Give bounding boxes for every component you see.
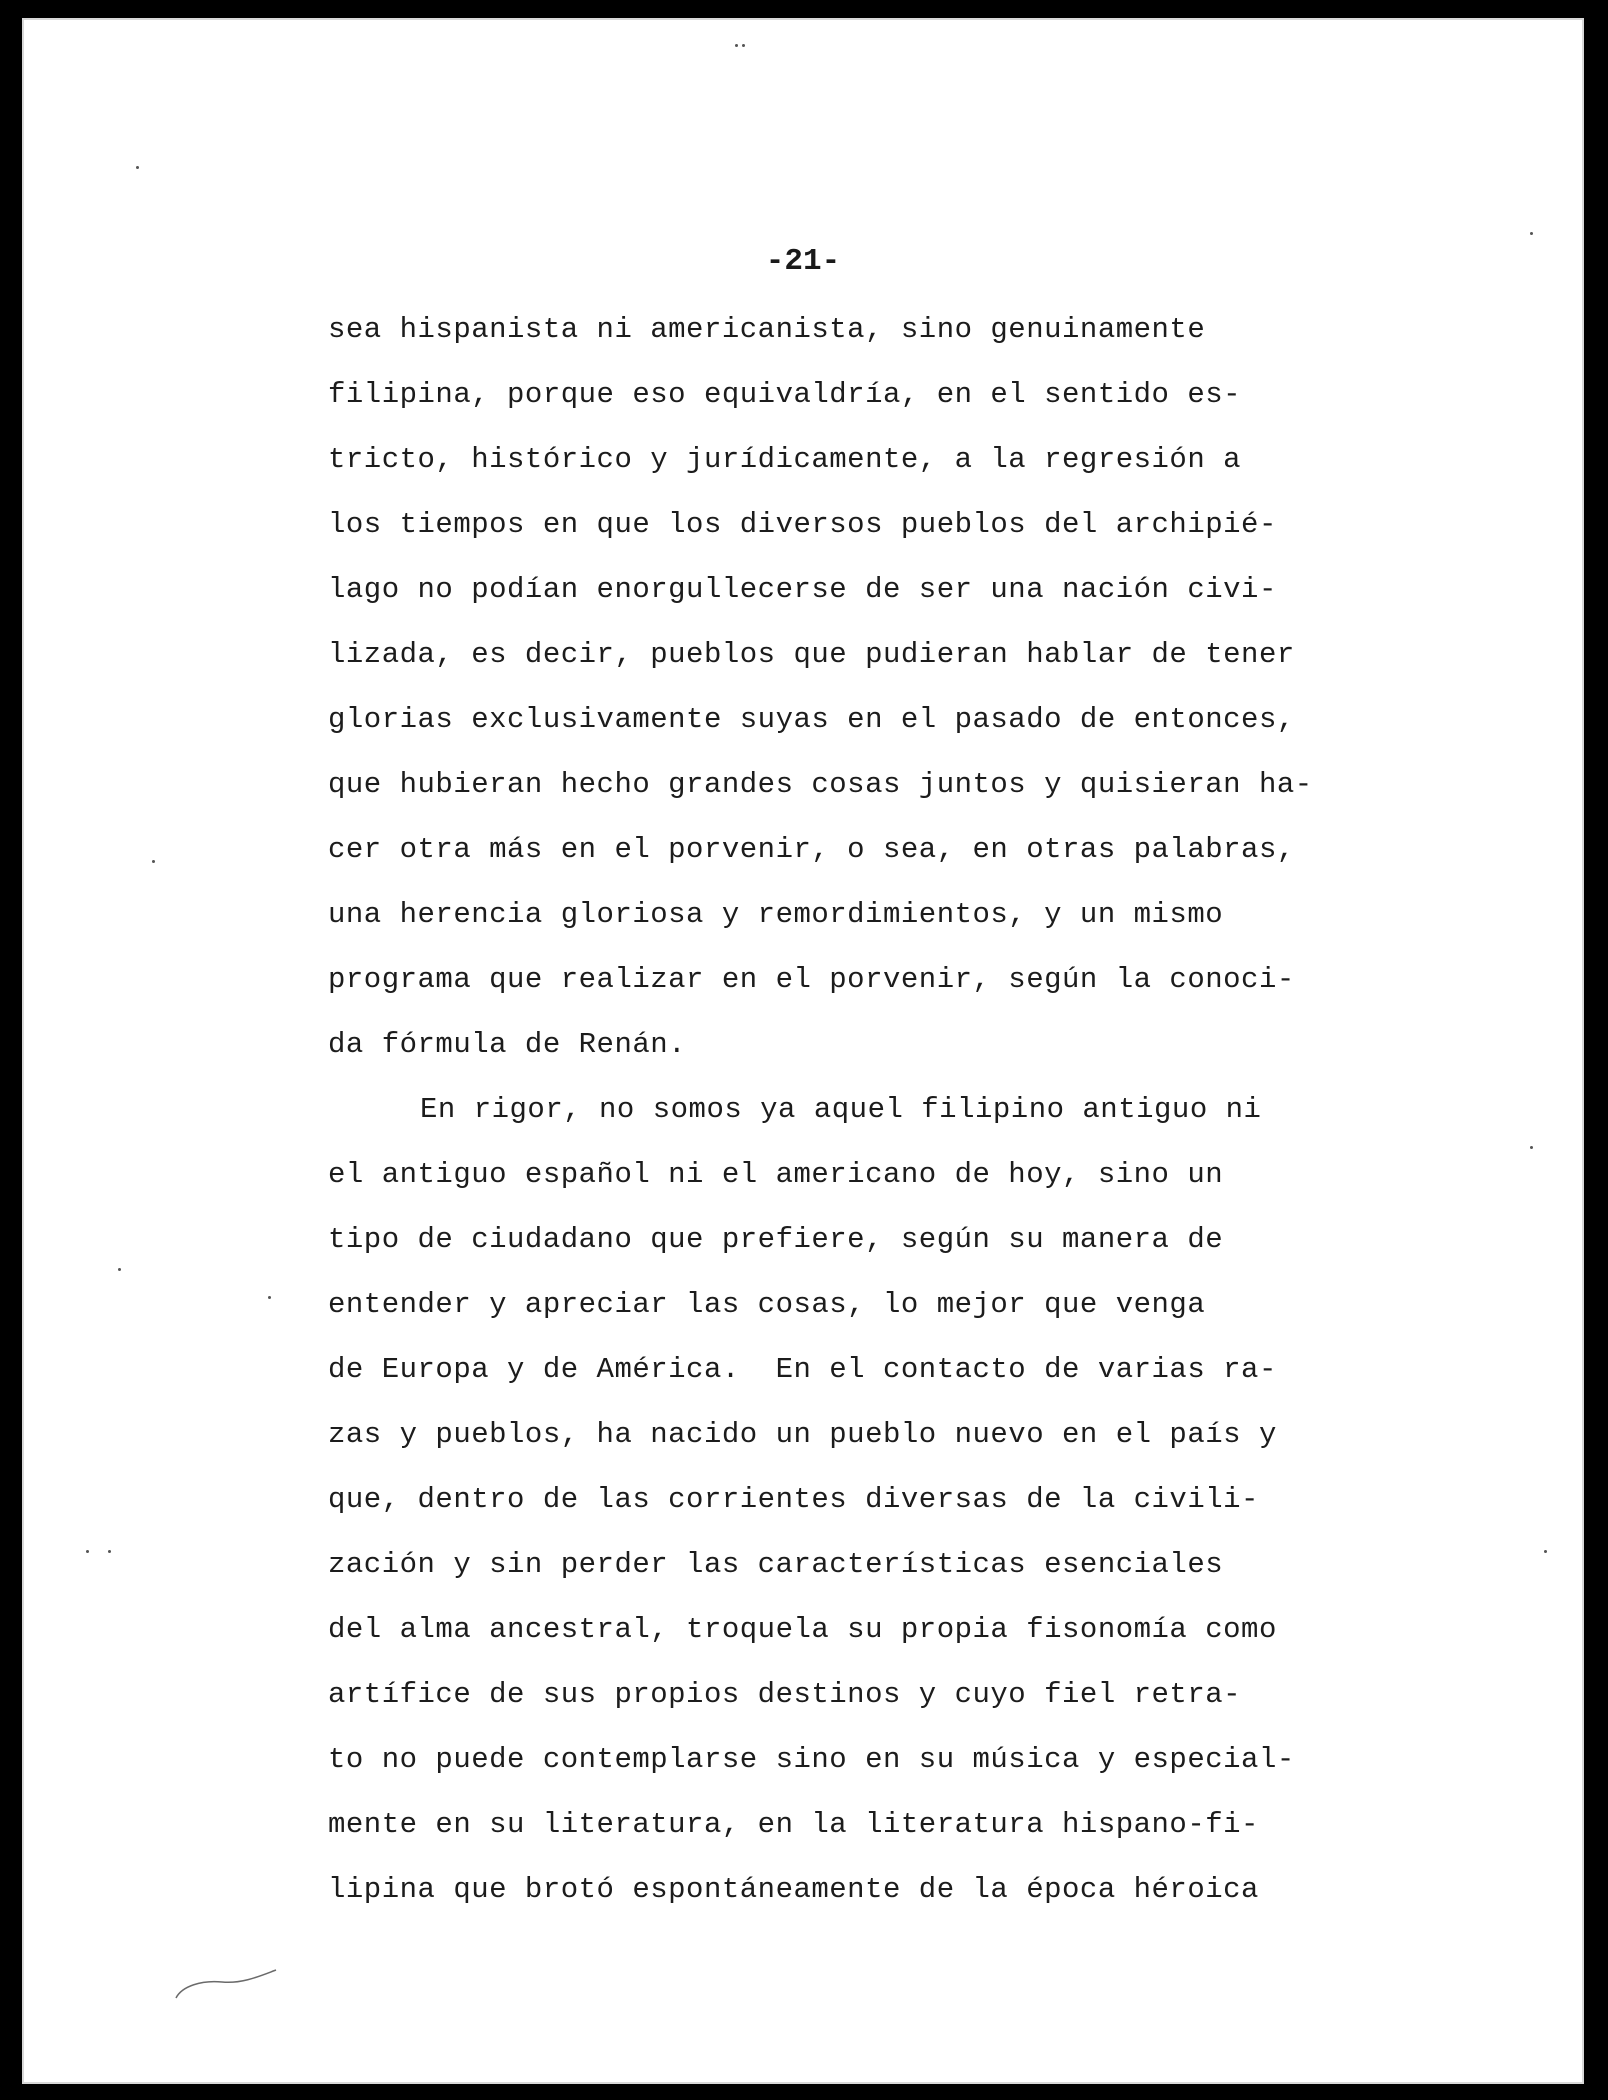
- text-line: tipo de ciudadano que prefiere, según su manera de: [328, 1223, 1224, 1256]
- text-line: los tiempos en que los diversos pueblos del archipié-: [328, 508, 1277, 541]
- text-line: una herencia gloriosa y remordimientos, y un mismo: [328, 898, 1224, 931]
- text-line: cer otra más en el porvenir, o sea, en otras palabras,: [328, 833, 1295, 866]
- text-line: que, dentro de las corrientes diversas de la civili-: [328, 1483, 1259, 1516]
- scan-speck: [1530, 232, 1533, 235]
- text-line: da fórmula de Renán.: [328, 1028, 687, 1061]
- text-line: que hubieran hecho grandes cosas juntos y quisieran ha-: [328, 768, 1313, 801]
- text-line: glorias exclusivamente suyas en el pasado de entonces,: [328, 703, 1295, 736]
- document-page: [22, 18, 1584, 2084]
- scan-speck: [118, 1268, 121, 1271]
- scan-speck: [742, 44, 745, 47]
- scan-speck: [136, 166, 139, 169]
- body-text: [328, 297, 1428, 1922]
- scan-speck: [268, 1296, 271, 1299]
- text-line: el antiguo español ni el americano de hoy, sino un: [328, 1158, 1224, 1191]
- scan-speck: [735, 44, 738, 47]
- text-line: de Europa y de América. En el contacto de varias ra-: [328, 1353, 1277, 1386]
- text-line: zas y pueblos, ha nacido un pueblo nuevo en el país y: [328, 1418, 1277, 1451]
- scan-speck: [108, 1550, 111, 1553]
- text-line: lizada, es decir, pueblos que pudieran hablar de tener: [328, 638, 1295, 671]
- text-line: programa que realizar en el porvenir, según la conoci-: [328, 963, 1295, 996]
- text-line: mente en su literatura, en la literatura hispano-fi-: [328, 1808, 1259, 1841]
- text-line: entender y apreciar las cosas, lo mejor que venga: [328, 1288, 1206, 1321]
- scan-speck: [152, 860, 155, 863]
- text-line: artífice de sus propios destinos y cuyo fiel retra-: [328, 1678, 1242, 1711]
- text-line: filipina, porque eso equivaldría, en el sentido es-: [328, 378, 1242, 411]
- text-line: lago no podían enorgullecerse de ser una nación civi-: [328, 573, 1277, 606]
- pencil-stroke: [172, 1966, 282, 2006]
- text-line: zación y sin perder las características esenciales: [328, 1548, 1224, 1581]
- paragraph-start-line: En rigor, no somos ya aquel filipino antiguo ni: [420, 1093, 1262, 1126]
- scan-speck: [86, 1550, 89, 1553]
- text-line: sea hispanista ni americanista, sino genuinamente: [328, 313, 1206, 346]
- text-line: to no puede contemplarse sino en su música y especial-: [328, 1743, 1295, 1776]
- text-line: del alma ancestral, troquela su propia fisonomía como: [328, 1613, 1277, 1646]
- text-line: lipina que brotó espontáneamente de la época héroica: [328, 1873, 1259, 1906]
- page-number: -21-: [765, 244, 841, 279]
- scan-speck: [1530, 1146, 1533, 1149]
- scan-speck: [1544, 1550, 1547, 1553]
- text-line: tricto, histórico y jurídicamente, a la regresión a: [328, 443, 1242, 476]
